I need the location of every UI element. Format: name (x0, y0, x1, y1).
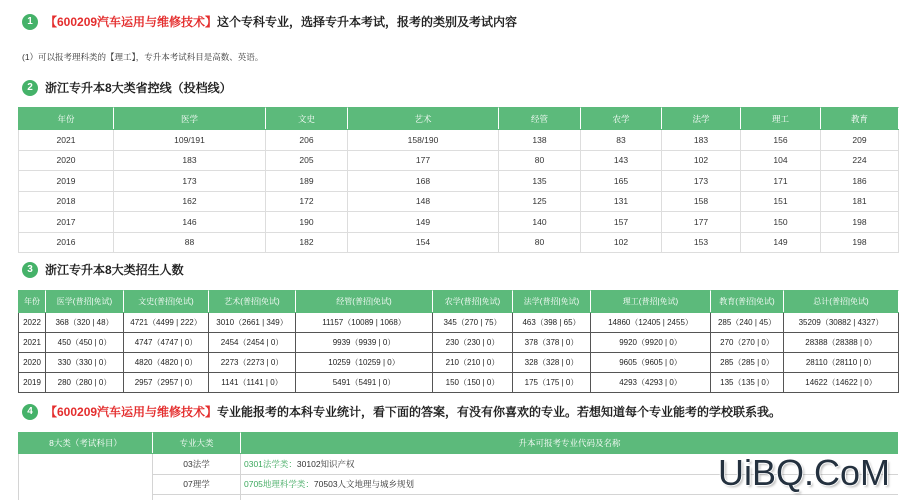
cutoff-table-value-cell: 224 (821, 150, 899, 171)
section-number-badge: 3 (22, 262, 38, 278)
cutoff-table-value-cell: 153 (662, 232, 741, 253)
enrollment-table-value-cell: 4293（4293 | 0） (591, 373, 711, 393)
enrollment-table-value-cell: 3010（2661 | 349） (209, 313, 296, 333)
cutoff-table-value-cell: 131 (581, 191, 662, 212)
cutoff-table-value-cell: 156 (741, 130, 821, 151)
cutoff-table-value-cell: 102 (662, 150, 741, 171)
majors-table-header-row (19, 433, 899, 454)
enrollment-table-row (19, 373, 899, 393)
cutoff-table-value-cell: 190 (266, 212, 348, 233)
cutoff-table-row (19, 232, 899, 253)
site-watermark: UiBQ.CoM (718, 452, 891, 493)
exam-subject-note: (1）可以报考理科类的【理工】，专升本考试科目是高数、英语。 (22, 52, 264, 62)
cutoff-table-value-cell: 135 (499, 171, 581, 192)
majors-cell (241, 495, 899, 500)
cutoff-table-row (19, 130, 899, 151)
cutoff-table-row (19, 171, 899, 192)
enrollment-table-value-cell: 378（378 | 0） (513, 333, 591, 353)
cutoff-table-year-cell: 2020 (19, 150, 114, 171)
cutoff-table-value-cell: 186 (821, 171, 899, 192)
cutoff-table-value-cell: 206 (266, 130, 348, 151)
cutoff-table-header-cell: 年份 (19, 108, 114, 130)
cutoff-table-value-cell: 205 (266, 150, 348, 171)
cutoff-table-header-cell: 文史 (266, 108, 348, 130)
cutoff-table-value-cell: 198 (821, 232, 899, 253)
enrollment-table-header-cell: 经管(普招|免试) (296, 291, 433, 313)
section-4-heading (22, 403, 781, 421)
cutoff-table-value-cell: 150 (741, 212, 821, 233)
cutoff-table-value-cell: 148 (348, 191, 499, 212)
enrollment-table-value-cell: 280（280 | 0） (46, 373, 124, 393)
cutoff-table-value-cell: 104 (741, 150, 821, 171)
cutoff-table-value-cell: 173 (662, 171, 741, 192)
majors-header-field: 专业大类 (153, 433, 241, 454)
cutoff-table-value-cell: 158/190 (348, 130, 499, 151)
enrollment-table-header-cell: 理工(普招|免试) (591, 291, 711, 313)
enrollment-table-value-cell: 9605（9605 | 0） (591, 353, 711, 373)
major-names: 30102知识产权 (296, 458, 355, 469)
section-2-heading (22, 79, 232, 97)
cutoff-table-value-cell: 140 (499, 212, 581, 233)
enrollment-table-value-cell: 368（320 | 48） (46, 313, 124, 333)
enrollment-table-header-cell: 法学(普招|免试) (513, 291, 591, 313)
cutoff-table-value-cell: 143 (581, 150, 662, 171)
cutoff-table-header-cell: 农学 (581, 108, 662, 130)
cutoff-table-header-cell: 艺术 (348, 108, 499, 130)
section-2-title: 浙江专升本8大类省控线（投档线） (45, 81, 232, 95)
major-names: 70503人文地理与城乡规划 (313, 479, 415, 490)
cutoff-table-value-cell: 125 (499, 191, 581, 212)
enrollment-table-value-cell: 14860（12405 | 2455） (591, 313, 711, 333)
enrollment-table-value-cell: 5491（5491 | 0） (296, 373, 433, 393)
cutoff-table-year-cell: 2016 (19, 232, 114, 253)
enrollment-table-row (19, 313, 899, 333)
enrollment-table-value-cell: 1141（1141 | 0） (209, 373, 296, 393)
enrollment-table-value-cell: 330（330 | 0） (46, 353, 124, 373)
cutoff-table-year-cell: 2019 (19, 171, 114, 192)
cutoff-table-value-cell: 80 (499, 232, 581, 253)
cutoff-table-header-cell: 理工 (741, 108, 821, 130)
cutoff-table-header-cell: 法学 (662, 108, 741, 130)
enrollment-table-value-cell: 135（135 | 0） (711, 373, 784, 393)
exam-category-cell (19, 454, 153, 500)
enrollment-table-value-cell: 463（398 | 65） (513, 313, 591, 333)
cutoff-table-value-cell: 138 (499, 130, 581, 151)
cutoff-table-value-cell: 162 (114, 191, 266, 212)
cutoff-table-value-cell: 157 (581, 212, 662, 233)
cutoff-table-value-cell: 198 (821, 212, 899, 233)
cutoff-table-value-cell: 154 (348, 232, 499, 253)
enrollment-table-value-cell: 4721（4499 | 222） (124, 313, 209, 333)
major-class-code: 0301法学类： (244, 458, 297, 469)
enrollment-table-value-cell: 14622（14622 | 0） (784, 373, 899, 393)
cutoff-table-row (19, 191, 899, 212)
enrollment-table-row (19, 333, 899, 353)
cutoff-score-table (18, 107, 899, 253)
cutoff-table-value-cell: 151 (741, 191, 821, 212)
cutoff-table-value-cell: 149 (741, 232, 821, 253)
enrollment-table-value-cell: 4820（4820 | 0） (124, 353, 209, 373)
cutoff-table-value-cell: 168 (348, 171, 499, 192)
enrollment-table-value-cell: 28388（28388 | 0） (784, 333, 899, 353)
enrollment-table-value-cell: 328（328 | 0） (513, 353, 591, 373)
enrollment-table-header-cell: 医学(普招|免试) (46, 291, 124, 313)
enrollment-table-value-cell: 210（210 | 0） (433, 353, 513, 373)
majors-header-category: 8大类（考试科目） (19, 433, 153, 454)
cutoff-table-value-cell: 209 (821, 130, 899, 151)
section-4-title-text: 专业能报考的本科专业统计，看下面的答案，有没有你喜欢的专业。若想知道每个专业能考的学校联系我。 (217, 405, 782, 419)
cutoff-table-value-cell: 102 (581, 232, 662, 253)
enrollment-table (18, 290, 899, 393)
cutoff-table-value-cell: 177 (662, 212, 741, 233)
cutoff-table-value-cell: 183 (662, 130, 741, 151)
cutoff-table-value-cell: 173 (114, 171, 266, 192)
enrollment-table-head (19, 291, 899, 313)
section-4-title (45, 403, 781, 421)
enrollment-table-value-cell: 28110（28110 | 0） (784, 353, 899, 373)
section-1-heading (22, 13, 517, 31)
major-class-code: 0705地理科学类： (244, 479, 314, 490)
enrollment-table-value-cell: 11157（10089 | 1068） (296, 313, 433, 333)
section-number-badge: 2 (22, 80, 38, 96)
enrollment-table-row (19, 353, 899, 373)
enrollment-table-value-cell: 285（285 | 0） (711, 353, 784, 373)
enrollment-table-year-cell: 2019 (19, 373, 46, 393)
enrollment-table-value-cell: 9920（9920 | 0） (591, 333, 711, 353)
enrollment-table-value-cell: 10259（10259 | 0） (296, 353, 433, 373)
enrollment-table-value-cell: 9939（9939 | 0） (296, 333, 433, 353)
cutoff-table-value-cell: 171 (741, 171, 821, 192)
enrollment-table-value-cell: 345（270 | 75） (433, 313, 513, 333)
enrollment-table-header-cell: 总计(普招|免试) (784, 291, 899, 313)
enrollment-table-value-cell: 2454（2454 | 0） (209, 333, 296, 353)
cutoff-table-header-cell: 教育 (821, 108, 899, 130)
major-code-highlight: 【600209汽车运用与维修技术】 (45, 15, 218, 29)
enrollment-table-header-cell: 年份 (19, 291, 46, 313)
enrollment-table-header-cell: 文史(普招|免试) (124, 291, 209, 313)
enrollment-table-value-cell: 35209（30882 | 4327） (784, 313, 899, 333)
field-cell (153, 495, 241, 500)
enrollment-table-header-row (19, 291, 899, 313)
cutoff-table-value-cell: 182 (266, 232, 348, 253)
cutoff-table-body (19, 130, 899, 253)
section-1-title-text: 这个专科专业，选择专升本考试，报考的类别及考试内容 (217, 15, 518, 29)
field-cell: 07理学 (153, 474, 241, 495)
enrollment-table-year-cell: 2021 (19, 333, 46, 353)
cutoff-table-year-cell: 2021 (19, 130, 114, 151)
cutoff-table-row (19, 212, 899, 233)
cutoff-table-header-cell: 经管 (499, 108, 581, 130)
enrollment-table-header-cell: 艺术(普招|免试) (209, 291, 296, 313)
cutoff-table-value-cell: 177 (348, 150, 499, 171)
majors-table-head (19, 433, 899, 454)
enrollment-table-header-cell: 农学(普招|免试) (433, 291, 513, 313)
section-number-badge: 1 (22, 14, 38, 30)
cutoff-table-value-cell: 149 (348, 212, 499, 233)
cutoff-table-header-cell: 医学 (114, 108, 266, 130)
cutoff-table-head (19, 108, 899, 130)
cutoff-table-year-cell: 2018 (19, 191, 114, 212)
enrollment-table-year-cell: 2020 (19, 353, 46, 373)
enrollment-table-value-cell: 450（450 | 0） (46, 333, 124, 353)
enrollment-table-value-cell: 2273（2273 | 0） (209, 353, 296, 373)
major-code-highlight: 【600209汽车运用与维修技术】 (45, 405, 218, 419)
section-1-title (45, 13, 517, 31)
majors-header-majors: 升本可报考专业代码及名称 (241, 433, 899, 454)
field-cell: 03法学 (153, 454, 241, 475)
cutoff-table-value-cell: 146 (114, 212, 266, 233)
cutoff-table-value-cell: 183 (114, 150, 266, 171)
section-3-heading (22, 261, 184, 279)
enrollment-table-value-cell: 230（230 | 0） (433, 333, 513, 353)
cutoff-table-header-row (19, 108, 899, 130)
enrollment-table-value-cell: 285（240 | 45） (711, 313, 784, 333)
enrollment-table-value-cell: 2957（2957 | 0） (124, 373, 209, 393)
cutoff-table-value-cell: 189 (266, 171, 348, 192)
cutoff-table-value-cell: 165 (581, 171, 662, 192)
cutoff-table-value-cell: 80 (499, 150, 581, 171)
section-number-badge: 4 (22, 404, 38, 420)
cutoff-table-value-cell: 88 (114, 232, 266, 253)
cutoff-table-value-cell: 109/191 (114, 130, 266, 151)
cutoff-table-value-cell: 158 (662, 191, 741, 212)
cutoff-table-value-cell: 172 (266, 191, 348, 212)
enrollment-table-value-cell: 270（270 | 0） (711, 333, 784, 353)
cutoff-table-value-cell: 83 (581, 130, 662, 151)
section-3-title: 浙江专升本8大类招生人数 (45, 263, 184, 277)
enrollment-table-value-cell: 4747（4747 | 0） (124, 333, 209, 353)
cutoff-table-value-cell: 181 (821, 191, 899, 212)
enrollment-table-year-cell: 2022 (19, 313, 46, 333)
enrollment-table-value-cell: 175（175 | 0） (513, 373, 591, 393)
cutoff-table-year-cell: 2017 (19, 212, 114, 233)
enrollment-table-body (19, 313, 899, 393)
cutoff-table-row (19, 150, 899, 171)
enrollment-table-value-cell: 150（150 | 0） (433, 373, 513, 393)
enrollment-table-header-cell: 教育(普招|免试) (711, 291, 784, 313)
